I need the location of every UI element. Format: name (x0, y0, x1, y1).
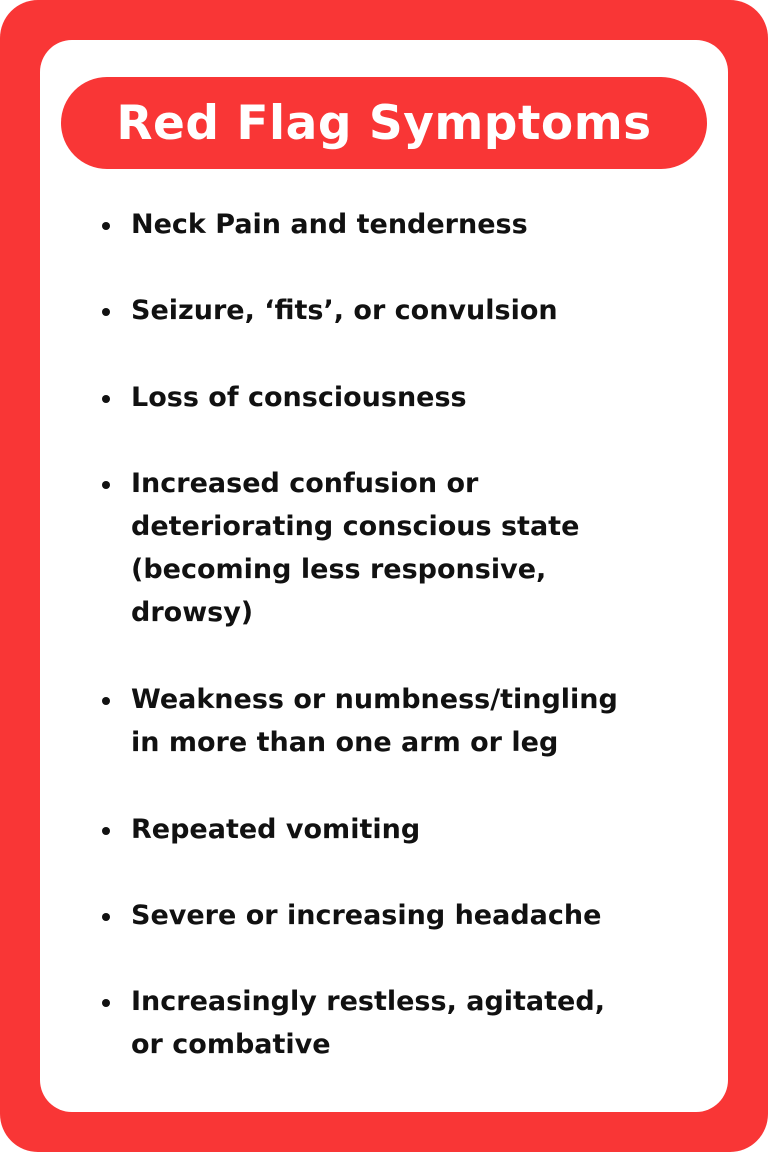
symptom-list (40, 40, 728, 1112)
bullet-icon (102, 913, 110, 921)
symptom-card (40, 40, 728, 1112)
bullet-icon (102, 999, 110, 1007)
symptom-text: Increasingly restless, agitated, or combative (131, 986, 605, 1060)
symptom-text: Loss of consciousness (131, 382, 467, 413)
bullet-icon (102, 308, 110, 316)
symptom-text: Seizure, ‘fits’, or convulsion (131, 295, 558, 326)
symptom-text: Neck Pain and tenderness (131, 209, 528, 240)
bullet-icon (102, 827, 110, 835)
bullet-icon (102, 697, 110, 705)
symptom-text: Severe or increasing headache (131, 900, 602, 931)
page-title: Red Flag Symptoms (116, 95, 652, 151)
bullet-icon (102, 222, 110, 230)
symptom-text: Weakness or numbness/tingling in more than one arm or leg (131, 684, 618, 758)
symptom-text: Repeated vomiting (131, 814, 421, 845)
bullet-icon (102, 395, 110, 403)
symptom-text: Increased confusion or deteriorating conscious state (becoming less responsive, drowsy) (131, 468, 580, 628)
bullet-icon (102, 481, 110, 489)
